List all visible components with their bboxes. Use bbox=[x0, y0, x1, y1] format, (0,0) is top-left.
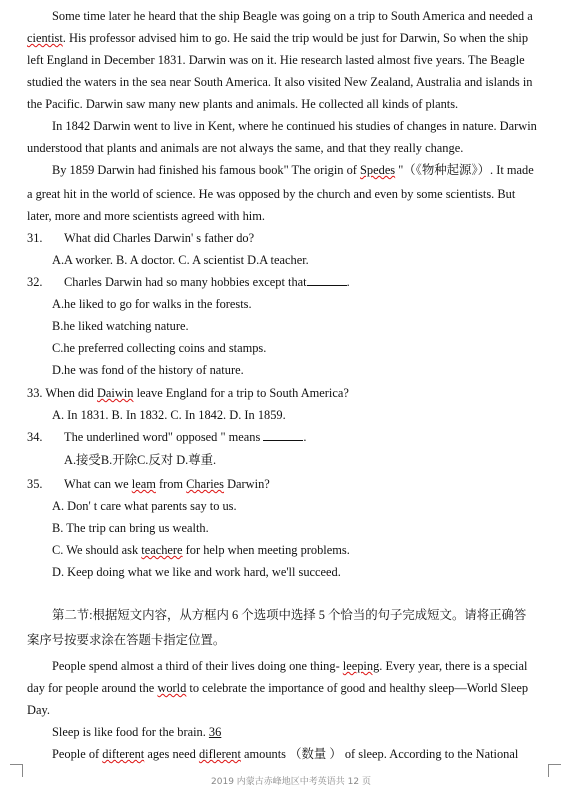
question-number: 31. bbox=[27, 231, 43, 245]
passage-line bbox=[52, 658, 527, 674]
question-number: 34. bbox=[27, 430, 43, 444]
question-stem: Darwin? bbox=[224, 477, 270, 491]
passage-text: to celebrate the importance of good and healthy sleep—World Sleep bbox=[186, 681, 529, 695]
page-footer: 2019 内蒙古赤峰地区中考英语共 12 页 bbox=[211, 777, 371, 787]
misspelled-word: teachere bbox=[141, 543, 183, 557]
passage-line bbox=[52, 746, 518, 762]
passage-text: Sleep is like food for the brain. bbox=[52, 725, 209, 739]
question-stem: The underlined word" opposed " means bbox=[64, 430, 261, 444]
question-text bbox=[64, 429, 307, 445]
passage-text: . His professor advised him to go. He said the trip would be just for Darwin, So when the ship bbox=[62, 31, 529, 45]
passage-line: later, more and more scientists agreed with him. bbox=[27, 209, 265, 223]
option-d: D. Keep doing what we like and work hard, we'll succeed. bbox=[52, 565, 341, 579]
passage-line bbox=[27, 30, 528, 46]
passage-text: amounts （数量 ） of sleep. According to the National bbox=[240, 747, 519, 761]
option-a: A. Don' t care what parents say to us. bbox=[52, 499, 237, 513]
passage-text: ages need bbox=[144, 747, 199, 761]
question-text bbox=[64, 476, 270, 492]
option-c bbox=[52, 542, 350, 558]
passage-line bbox=[52, 724, 221, 740]
question-options: A. In 1831. B. In 1832. C. In 1842. D. In 1859. bbox=[52, 408, 286, 422]
passage-line: Day. bbox=[27, 703, 50, 717]
passage-text: People of bbox=[52, 747, 103, 761]
answer-blank bbox=[307, 274, 347, 286]
question-stem: Charles Darwin had so many hobbies except that bbox=[64, 275, 307, 289]
option-b: B.he liked watching nature. bbox=[52, 319, 189, 333]
misspelled-word: cientist bbox=[27, 31, 63, 45]
passage-line bbox=[27, 680, 528, 696]
question-stem: from bbox=[155, 477, 187, 491]
passage-line: left England in December 1831. Darwin was on it. Hie research lasted almost five years. The Beagle bbox=[27, 53, 525, 67]
question-text bbox=[64, 274, 350, 290]
question-number: 35. bbox=[27, 477, 43, 491]
passage-line: Some time later he heard that the ship Beagle was going on a trip to South America and needed a bbox=[52, 9, 533, 23]
passage-text: . Every year, there is a special bbox=[379, 659, 528, 673]
misspelled-word: world bbox=[157, 681, 187, 695]
passage-text: People spend almost a third of their lives doing one thing- bbox=[52, 659, 343, 673]
question-31 bbox=[27, 230, 43, 246]
option-text: for help when meeting problems. bbox=[182, 543, 350, 557]
question-stem: What can we bbox=[64, 477, 132, 491]
passage-line bbox=[52, 162, 534, 178]
passage-text: By 1859 Darwin had finished his famous book" The origin of bbox=[52, 163, 361, 177]
passage-line: In 1842 Darwin went to live in Kent, where he continued his studies of changes in nature. Darwin bbox=[52, 119, 537, 133]
question-33 bbox=[27, 385, 349, 401]
option-a: A.he liked to go for walks in the forests. bbox=[52, 297, 252, 311]
blank-number: 36 bbox=[208, 725, 222, 739]
question-options: A.接受B.开除C.反对 D.尊重. bbox=[64, 453, 217, 467]
answer-blank bbox=[263, 429, 303, 441]
misspelled-word: Charies bbox=[186, 477, 225, 491]
passage-line: the Pacific. Darwin saw many new plants and animals. He collected all kinds of plants. bbox=[27, 97, 459, 111]
option-c: C.he preferred collecting coins and stamps. bbox=[52, 341, 267, 355]
passage-line: a great hit in the world of science. He was opposed by the church and even by some scientists. But bbox=[27, 187, 516, 201]
misspelled-word: difterent bbox=[102, 747, 145, 761]
option-b: B. The trip can bring us wealth. bbox=[52, 521, 209, 535]
passage-line: understood that plants and animals are not always the same, and that they really change. bbox=[27, 141, 464, 155]
option-text: C. We should ask bbox=[52, 543, 142, 557]
question-options: A.A worker. B. A doctor. C. A scientist D.A teacher. bbox=[52, 253, 309, 267]
misspelled-word: leeping bbox=[342, 659, 380, 673]
passage-line: studied the waters in the sea near South America. It also visited New Zealand, Australia and islands in bbox=[27, 75, 533, 89]
section-instructions: 案序号按要求涂在答题卡指定位置。 bbox=[27, 633, 226, 647]
question-text: What did Charles Darwin' s father do? bbox=[64, 231, 255, 245]
misspelled-word: diflerent bbox=[198, 747, 241, 761]
question-end: . bbox=[303, 430, 307, 444]
section-instructions: 第二节:根据短文内容，从方框内 6 个选项中选择 5 个恰当的句子完成短文。请将正确答 bbox=[52, 608, 527, 622]
question-end: . bbox=[346, 275, 350, 289]
question-stem: 33. When did bbox=[27, 386, 97, 400]
misspelled-word: leam bbox=[131, 477, 156, 491]
misspelled-word: Spedes bbox=[360, 163, 396, 177]
question-number: 32. bbox=[27, 275, 43, 289]
option-d: D.he was fond of the history of nature. bbox=[52, 363, 244, 377]
misspelled-word: Daiwin bbox=[96, 386, 134, 400]
question-stem: leave England for a trip to South America? bbox=[133, 386, 349, 400]
passage-text: "（《物种起源》）. It made bbox=[395, 163, 534, 177]
passage-text: day for people around the bbox=[27, 681, 158, 695]
